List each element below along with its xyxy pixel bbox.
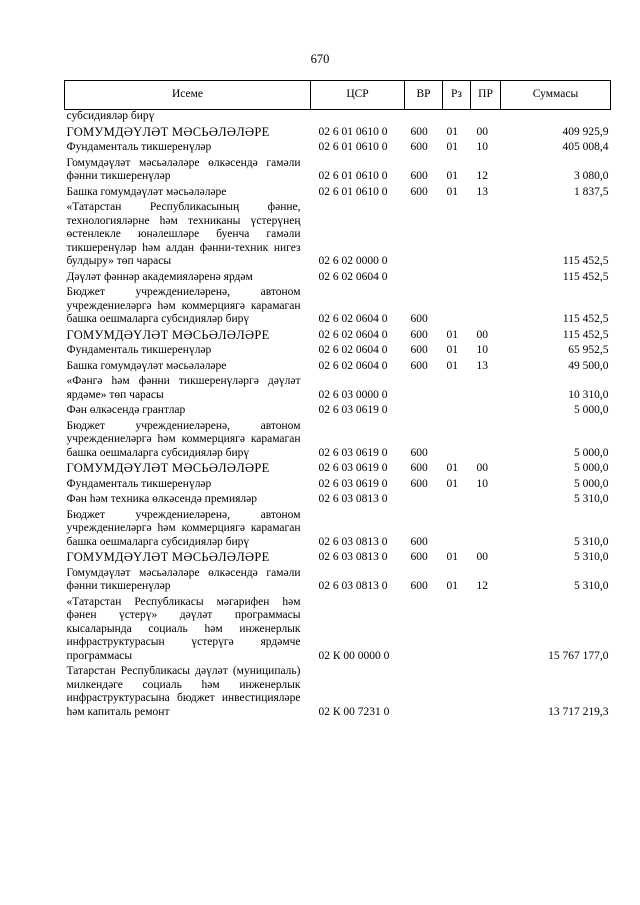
row-rz-code xyxy=(443,420,471,463)
row-pr-code xyxy=(471,404,501,420)
row-rz-code xyxy=(443,404,471,420)
row-sum: 5 000,0 xyxy=(574,446,609,459)
row-vr-code xyxy=(405,271,443,287)
header-rz: Рз xyxy=(443,81,471,110)
table-row xyxy=(65,360,611,376)
row-rz-code: 01 xyxy=(446,141,458,153)
row-pr-code xyxy=(471,420,501,463)
table-row xyxy=(65,286,611,329)
row-sum: 409 925,9 xyxy=(562,125,609,138)
row-vr-code: 600 xyxy=(410,313,428,325)
row-csr-code: 02 6 03 0813 0 xyxy=(318,580,388,592)
table-row xyxy=(65,478,611,494)
row-sum: 1 837,5 xyxy=(574,185,609,198)
row-vr-code: 600 xyxy=(410,446,428,459)
row-vr-code: 600 xyxy=(410,359,428,372)
row-name: Татарстан Республикасы дәүләт (муниципаль) милкендәге социаль һәм инженерлык инфраструктурасына бюджет инвестицияләре һәм капиталь ремонт xyxy=(66,665,301,718)
row-sum: 5 310,0 xyxy=(574,580,609,592)
row-name: «Татарстан Республикасының фәнне, технологияләрне һәм техниканы үстерүнең өстенлекле юнәлешләре буенча гамәли тикшеренүләр һәм алдан фәнни-техник нигез булдыру» төп чарасы xyxy=(66,201,301,267)
row-rz-code: 01 xyxy=(446,359,458,372)
row-rz-code xyxy=(443,375,471,404)
row-name: Гомумдәүләт мәсьәләләре өлкәсендә гамәли фәнни тикшеренүләр xyxy=(66,156,301,182)
table-row xyxy=(65,329,611,345)
row-rz-code xyxy=(443,493,471,509)
row-name: Фән өлкәсендә грантлар xyxy=(66,404,186,416)
row-rz-code xyxy=(443,271,471,287)
row-pr-code xyxy=(471,665,501,721)
row-pr-code xyxy=(471,509,501,552)
row-csr-code xyxy=(311,110,405,126)
row-rz-code: 01 xyxy=(446,125,458,138)
row-sum: 115 452,5 xyxy=(562,270,609,283)
row-name: «Фәнгә һәм фәнни тикшеренүләргә дәүләт ярдәме» төп чарасы xyxy=(66,375,301,401)
table-body xyxy=(65,110,611,722)
row-vr-code xyxy=(405,493,443,509)
row-sum xyxy=(501,110,611,126)
row-pr-code: 00 xyxy=(476,462,488,474)
row-rz-code: 01 xyxy=(446,477,458,490)
row-pr-code xyxy=(471,201,501,271)
row-name: Гомумдәүләт мәсьәләләре өлкәсендә гамәли фәнни тикшеренүләр xyxy=(66,566,301,592)
row-csr-code: 02 6 02 0000 0 xyxy=(318,255,388,267)
row-pr-code: 13 xyxy=(476,185,488,198)
row-pr-code xyxy=(471,493,501,509)
header-vr: ВР xyxy=(405,81,443,110)
row-vr-code: 600 xyxy=(410,462,428,474)
table-row xyxy=(65,567,611,596)
row-name: ГОМУМДӘҮЛӘТ МӘСЬӘЛӘЛӘРЕ xyxy=(66,461,270,475)
row-vr-code: 600 xyxy=(410,125,428,138)
row-csr-code: 02 К 00 0000 0 xyxy=(318,649,390,662)
table-row xyxy=(65,462,611,478)
header-name: Исеме xyxy=(65,81,311,110)
row-csr-code: 02 6 02 0604 0 xyxy=(318,313,388,325)
row-vr-code: 600 xyxy=(410,185,428,198)
row-vr-code xyxy=(405,110,443,126)
row-csr-code: 02 6 03 0813 0 xyxy=(318,551,388,563)
row-pr-code: 12 xyxy=(476,580,488,592)
row-vr-code: 600 xyxy=(410,551,428,563)
row-csr-code: 02 6 01 0610 0 xyxy=(318,185,388,198)
table-row xyxy=(65,596,611,666)
row-csr-code: 02 6 01 0610 0 xyxy=(318,141,388,153)
row-csr-code: 02 6 03 0813 0 xyxy=(318,535,388,548)
row-pr-code: 13 xyxy=(476,359,488,372)
row-pr-code xyxy=(471,110,501,126)
row-csr-code: 02 6 01 0610 0 xyxy=(318,170,388,182)
budget-table xyxy=(64,80,611,721)
row-pr-code xyxy=(471,271,501,287)
row-name: Фундаменталь тикшеренүләр xyxy=(66,141,212,153)
row-rz-code: 01 xyxy=(446,580,458,592)
row-name: Башка гомумдәүләт мәсьәләләре xyxy=(66,359,227,372)
row-vr-code xyxy=(405,596,443,666)
row-csr-code: 02 6 03 0619 0 xyxy=(318,446,388,459)
row-sum: 5 000,0 xyxy=(574,404,609,416)
row-vr-code xyxy=(405,665,443,721)
row-pr-code: 12 xyxy=(476,170,488,182)
row-csr-code: 02 6 03 0619 0 xyxy=(318,462,388,474)
row-sum: 3 080,0 xyxy=(574,170,609,182)
row-vr-code: 600 xyxy=(410,535,428,548)
table-row xyxy=(65,551,611,567)
row-rz-code: 01 xyxy=(446,344,458,356)
row-sum: 5 310,0 xyxy=(574,551,609,563)
row-sum: 5 310,0 xyxy=(574,493,609,505)
table-row xyxy=(65,186,611,202)
row-name: Фундаменталь тикшеренүләр xyxy=(66,477,212,490)
row-rz-code xyxy=(443,201,471,271)
row-name: ГОМУМДӘҮЛӘТ МӘСЬӘЛӘЛӘРЕ xyxy=(66,550,270,564)
row-rz-code: 01 xyxy=(446,170,458,182)
row-sum: 115 452,5 xyxy=(562,328,609,341)
row-rz-code: 01 xyxy=(446,462,458,474)
row-name: Бюджет учреждениеләренә, автоном учреждениеләргә һәм коммерциягә карамаган башка оешмаларга субсидияләр бирү xyxy=(66,419,301,459)
table-row xyxy=(65,375,611,404)
row-sum: 5 000,0 xyxy=(574,462,609,474)
row-rz-code xyxy=(443,110,471,126)
table-row xyxy=(65,141,611,157)
row-csr-code: 02 6 03 0619 0 xyxy=(318,477,388,490)
table-row xyxy=(65,271,611,287)
row-pr-code: 00 xyxy=(476,125,488,138)
row-csr-code: 02 6 02 0604 0 xyxy=(318,270,388,283)
row-csr-code: 02 6 02 0604 0 xyxy=(318,344,388,356)
row-pr-code xyxy=(471,286,501,329)
row-sum: 10 310,0 xyxy=(568,388,609,401)
row-sum: 49 500,0 xyxy=(568,359,609,372)
row-pr-code: 10 xyxy=(476,344,488,356)
row-csr-code: 02 К 00 7231 0 xyxy=(318,705,390,718)
row-name: ГОМУМДӘҮЛӘТ МӘСЬӘЛӘЛӘРЕ xyxy=(66,124,270,139)
row-name: субсидияләр бирү xyxy=(66,110,155,122)
row-pr-code: 10 xyxy=(476,141,488,153)
row-rz-code: 01 xyxy=(446,551,458,563)
table-row xyxy=(65,201,611,271)
row-name: Фундаменталь тикшеренүләр xyxy=(66,344,212,356)
table-row xyxy=(65,493,611,509)
page-number: 670 xyxy=(310,52,330,66)
row-sum: 15 767 177,0 xyxy=(548,649,609,662)
row-rz-code: 01 xyxy=(446,185,458,198)
row-name: Бюджет учреждениеләренә, автоном учреждениеләргә һәм коммерциягә карамаган башка оешмаларга субсидияләр бирү xyxy=(66,508,301,548)
row-vr-code: 600 xyxy=(410,477,428,490)
row-vr-code xyxy=(405,201,443,271)
table-row xyxy=(65,665,611,721)
row-rz-code xyxy=(443,509,471,552)
row-csr-code: 02 6 02 0604 0 xyxy=(318,359,388,372)
row-sum: 115 452,5 xyxy=(562,313,609,325)
row-vr-code xyxy=(405,375,443,404)
row-pr-code: 00 xyxy=(476,551,488,563)
table-row xyxy=(65,404,611,420)
table-row xyxy=(65,509,611,552)
row-rz-code: 01 xyxy=(446,328,458,341)
row-pr-code: 00 xyxy=(476,328,488,341)
row-vr-code xyxy=(405,404,443,420)
table-row xyxy=(65,420,611,463)
table-row xyxy=(65,344,611,360)
row-sum: 5 000,0 xyxy=(574,477,609,490)
row-rz-code xyxy=(443,596,471,666)
row-name: ГОМУМДӘҮЛӘТ МӘСЬӘЛӘЛӘРЕ xyxy=(66,327,270,342)
row-sum: 65 952,5 xyxy=(568,344,609,356)
row-name: Дәүләт фәннәр академияләренә ярдәм xyxy=(66,270,253,283)
row-name: Бюджет учреждениеләренә, автоном учреждениеләргә һәм коммерциягә карамаган башка оешмаларга субсидияләр бирү xyxy=(66,286,301,325)
table-row xyxy=(65,110,611,126)
row-vr-code: 600 xyxy=(410,344,428,356)
row-rz-code xyxy=(443,665,471,721)
row-name: Фән һәм техника өлкәсендә премияләр xyxy=(66,493,257,505)
row-vr-code: 600 xyxy=(410,328,428,341)
row-csr-code: 02 6 03 0000 0 xyxy=(318,388,388,401)
row-csr-code: 02 6 03 0813 0 xyxy=(318,493,388,505)
row-sum: 13 717 219,3 xyxy=(548,705,609,718)
row-sum: 5 310,0 xyxy=(574,535,609,548)
row-pr-code xyxy=(471,375,501,404)
row-name: «Татарстан Республикасы мәгарифен һәм фәнен үстерү» дәүләт программасы кысаларында социаль һәм инженерлык инфраструктурасын үстерүгә ярдәмче программасы xyxy=(66,595,301,662)
row-pr-code xyxy=(471,596,501,666)
row-sum: 405 008,4 xyxy=(562,141,609,153)
table-row xyxy=(65,126,611,142)
header-pr: ПР xyxy=(471,81,501,110)
row-vr-code: 600 xyxy=(410,170,428,182)
row-csr-code: 02 6 02 0604 0 xyxy=(318,328,388,341)
row-sum: 115 452,5 xyxy=(562,255,609,267)
header-sum: Суммасы xyxy=(501,81,611,110)
row-pr-code: 10 xyxy=(476,477,488,490)
row-vr-code: 600 xyxy=(410,141,428,153)
header-csr: ЦСР xyxy=(311,81,405,110)
table-row xyxy=(65,157,611,186)
row-csr-code: 02 6 01 0610 0 xyxy=(318,125,388,138)
table-header-row xyxy=(65,81,611,110)
row-rz-code xyxy=(443,286,471,329)
row-name: Башка гомумдәүләт мәсьәләләре xyxy=(66,185,227,198)
row-csr-code: 02 6 03 0619 0 xyxy=(318,404,388,416)
row-vr-code: 600 xyxy=(410,580,428,592)
